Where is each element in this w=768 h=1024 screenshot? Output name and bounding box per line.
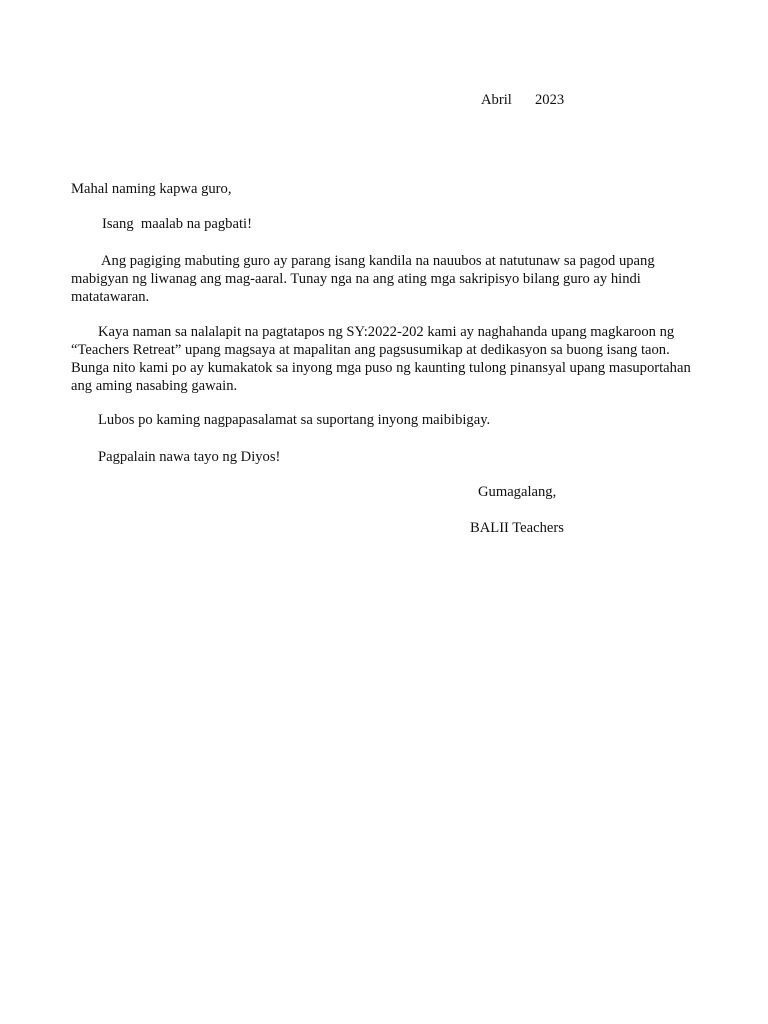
thanks-line: Lubos po kaming nagpapasalamat sa suportang inyong maibibigay. [98, 412, 491, 428]
blessing-line: Pagpalain nawa tayo ng Diyos! [98, 449, 281, 465]
date-year: 2023 [535, 92, 565, 108]
body-paragraph-2: Kaya naman sa nalalapit na pagtatapos ng SY:2022-202 kami ay naghahanda upang magkaroon ng “Teachers Retreat” upang magsaya at mapalitan ang pagsusumikap at dedikasyon sa buong isang taon. Bunga nito kami po ay kumakatok sa inyong mga puso ng kaunting tulong pinansyal upang masuportahan ang aming nasabing gawain. [71, 324, 691, 394]
greeting: Isang maalab na pagbati! [102, 216, 252, 232]
signature: BALII Teachers [470, 520, 564, 536]
letter-date [481, 92, 564, 109]
salutation: Mahal naming kapwa guro, [71, 181, 232, 197]
body-paragraph-1: Ang pagiging mabuting guro ay parang isang kandila na nauubos at natutunaw sa pagod upang mabigyan ng liwanag ang mag-aaral. Tunay nga na ang ating mga sakripisyo bilang guro ay hindi matatawaran. [71, 253, 655, 305]
closing: Gumagalang, [478, 484, 557, 500]
date-month: Abril [481, 92, 512, 108]
